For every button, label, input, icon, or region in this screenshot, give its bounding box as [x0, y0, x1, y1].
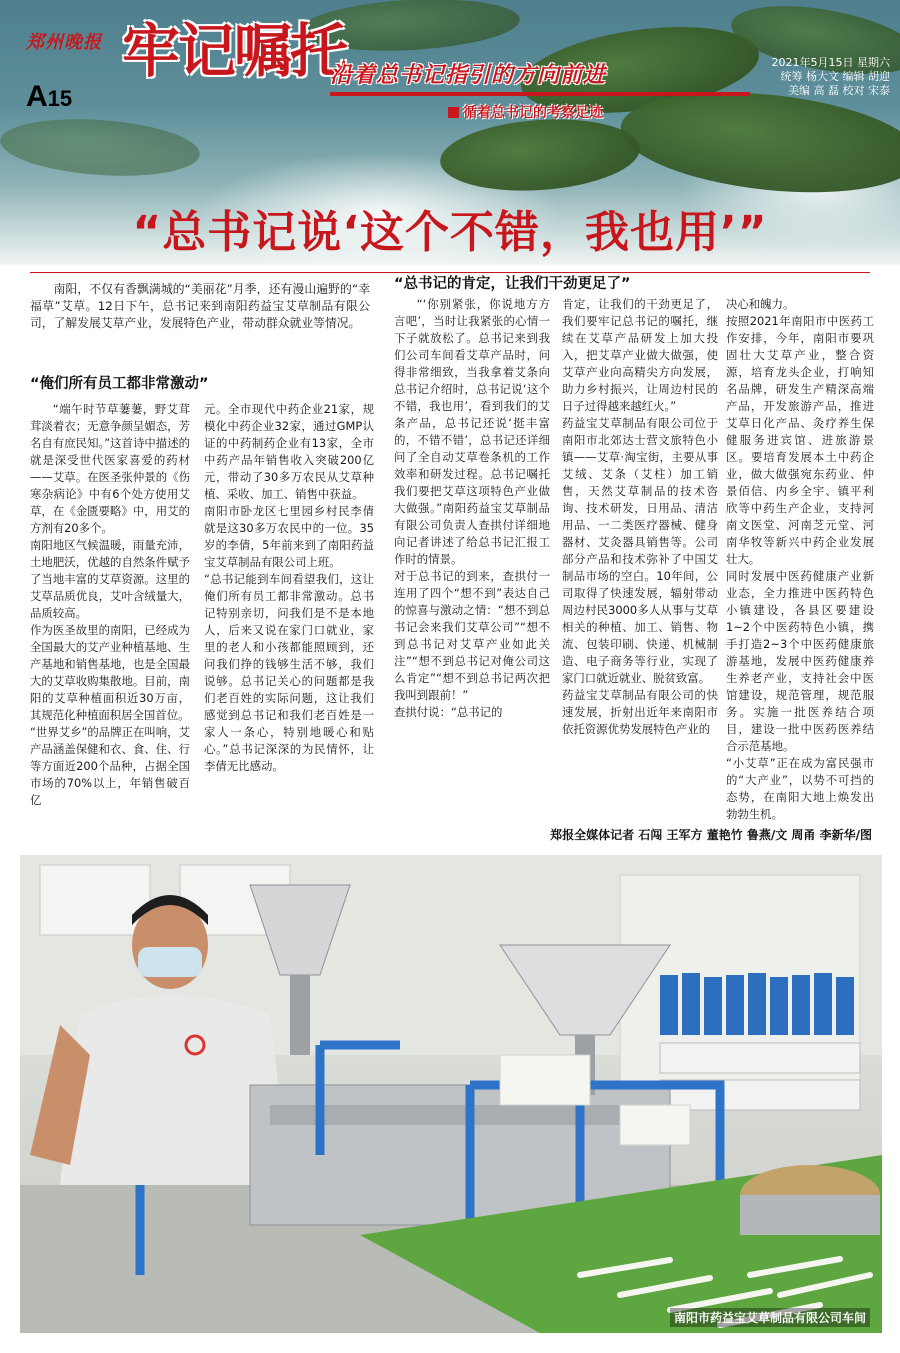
newspaper-logo: 郑州晚报 — [26, 32, 102, 53]
issue-editors: 统筹 杨大文 编辑 胡迎 — [780, 70, 890, 83]
section-heading-2: “总书记的肯定，让我们干劲更足了” — [394, 276, 631, 292]
article-column-1: “端午时节草萋萋，野艾茸茸淡着衣；无意争颜呈媚态，芳名自有庶民知。”这首诗中描述的就是深受世代医家喜爱的药材——艾草。在医圣张仲景的《伤寒杂病论》中有6个处方使用艾草，在《金匮要略》中，用艾的方剂有20多个。 南阳地区气候温暖，雨量充沛，土地肥沃，优越的自然条件赋予了当地丰富的艾草资源。这里的艾草品质优良，艾叶含绒量大，品质较高。 作为医圣故里的南阳，已经成为全国最大的艾产业种植基地、生产基地和销售基地，也是全国最大的艾草收购集散地。目前，南阳的艾草种植面积近30万亩，其规范化种植面积居全国首位。 “世界艾乡”的品牌正在叫响，艾产品涵盖保健和衣、食、住、行等方面近200个品种，占据全国市场的70%以上，年销售破百亿 — [30, 402, 190, 807]
sub-banner — [448, 102, 603, 122]
page-number — [26, 80, 72, 114]
page-letter: A — [26, 80, 48, 113]
issue-designers: 美编 高 磊 校对 宋泰 — [788, 84, 890, 97]
headline: “总书记说‘这个不错，我也用’” — [132, 207, 768, 258]
article-column-3: “‘你别紧张，你说地方方言吧’，当时让我紧张的心情一下子就放松了。总书记来到我们公司车间看艾草产品时，问得非常细致，当我拿着艾条向总书记介绍时，总书记说‘这个不错，我也用’，看到我们的艾条产品，总书记还说‘挺丰富的，不错不错’，总书记还详细问了全自动艾草卷条机的工作效率和研发过程。总书记嘱托我们要把艾草这项特色产业做大做强。”南阳药益宝艾草制品有限公司负责人查拱付详细地向记者讲述了给总书记汇报工作时的情景。 对于总书记的到来，查拱付一连用了四个“想不到”表达自己的惊喜与激动之情：“想不到总书记会来我们艾草公司”“想不到总书记对艾草产业如此关注”“想不到总书记对俺公司这么肯定”“想不到总书记两次把我叫到跟前！” 查拱付说：“总书记的 — [394, 297, 550, 719]
banner-underline — [330, 92, 750, 96]
article-column-5: 决心和魄力。 按照2021年南阳市中医药工作安排，今年，南阳市要巩固壮大艾草产业，整合资源，培育龙头企业，打响知名品牌，研发生产精深高端产品，开发旅游产品，推进艾草日化产品、灸疗养生保健服务进宾馆、进旅游景区。要培育发展本土中药企业，做大做强宛东药业、仲景佰信、内乡全宇、镇平利欣等中药生产企业，支持河南文医堂、河南芝元堂、河南华牧等新兴中药企业发展壮大。 同时发展中医药健康产业新业态，全力推进中医药特色小镇建设，各县区要建设1~2个中医药特色小镇，携手打造2~3个中医药健康旅游基地，发展中医药健康养生养老产业，支持社会中医馆建设，规范管理，规范服务。实施一批医养结合项目，建设一批中医药医养结合示范基地。 “小艾草”正在成为富民强市的“大产业”，以势不可挡的态势，在南阳大地上焕发出勃勃生机。 — [726, 297, 874, 821]
issue-meta — [756, 56, 890, 98]
factory-photo — [20, 855, 882, 1333]
byline: 郑报全媒体记者 石闯 王军方 董艳竹 鲁燕/文 周甬 李新华/图 — [550, 828, 872, 842]
masthead — [0, 0, 900, 265]
banner-slogan: 沿着总书记指引的方向前进 — [330, 63, 607, 88]
section-heading-1: “俺们所有员工都非常激动” — [30, 376, 209, 392]
column-title: 牢记嘱托 — [122, 17, 347, 85]
article-column-2: 元。全市现代中药企业21家，规模化中药企业32家，通过GMP认证的中药制药企业有13家，全市中药产品年销售收入突破200亿元，带动了30多万农民从艾草种植、采收、加工、销售中获益。 南阳市卧龙区七里园乡村民李倩就是这30多万农民中的一位。35岁的李倩，5年前来到了南阳药益宝艾草制品有限公司上班。 “总书记能到车间看望我们，这让俺们所有员工都非常激动。总书记特别亲切，问我们是不是本地人，后来又说在家门口就业，家里的老人和小孩都能照顾到，还问我们挣的钱够生活不够，我们说够。总书记关心的问题都是我们老百姓的实际问题，这让我们感觉到总书记和我们老百姓是一家人一条心，特别地暖心和贴心。”总书记深深的为民情怀，让李倩无比感动。 — [204, 402, 374, 773]
article-intro: 南阳，不仅有香飘满城的“美丽花”月季，还有漫山遍野的“幸福草”艾草。12日下午，总书记来到南阳药益宝艾草制品有限公司，了解发展艾草产业，发展特色产业，带动群众就业等情况。 — [30, 282, 370, 330]
issue-date: 2021年5月15日 星期六 — [771, 56, 890, 69]
sub-banner-text: 循着总书记的考察足迹 — [463, 105, 603, 121]
square-bullet-icon — [448, 107, 459, 118]
article-column-4: 肯定，让我们的干劲更足了，我们要牢记总书记的嘱托，继续在艾草产品研发上加大投入，把艾草产业做大做强，使艾草产业向高精尖方向发展，助力乡村振兴，让周边村民的日子过得越来越红火。” 药益宝艾草制品有限公司位于南阳市北郊达士营文旅特色小镇——艾草·淘宝街，主要从事艾绒、艾条（艾柱）加工销售，天然艾草制品的技术咨询、技术研发，日用品、清洁用品、一二类医疗器械、健身器材、艾灸器具销售等。公司部分产品和技术弥补了中国艾制品市场的空白。10年间，公司取得了快速发展，辐射带动周边村民3000多人从事与艾草相关的种植、加工、销售、物流、包装印刷、快递、机械制造、电子商务等行业，实现了家门口就近就业、脱贫致富。 药益宝艾草制品有限公司的快速发展，折射出近年来南阳市依托资源优势发展特色产业的 — [562, 297, 718, 736]
factory-scene — [20, 855, 882, 1333]
photo-caption: 南阳市药益宝艾草制品有限公司车间 — [670, 1308, 870, 1327]
page-digits: 15 — [47, 86, 73, 111]
